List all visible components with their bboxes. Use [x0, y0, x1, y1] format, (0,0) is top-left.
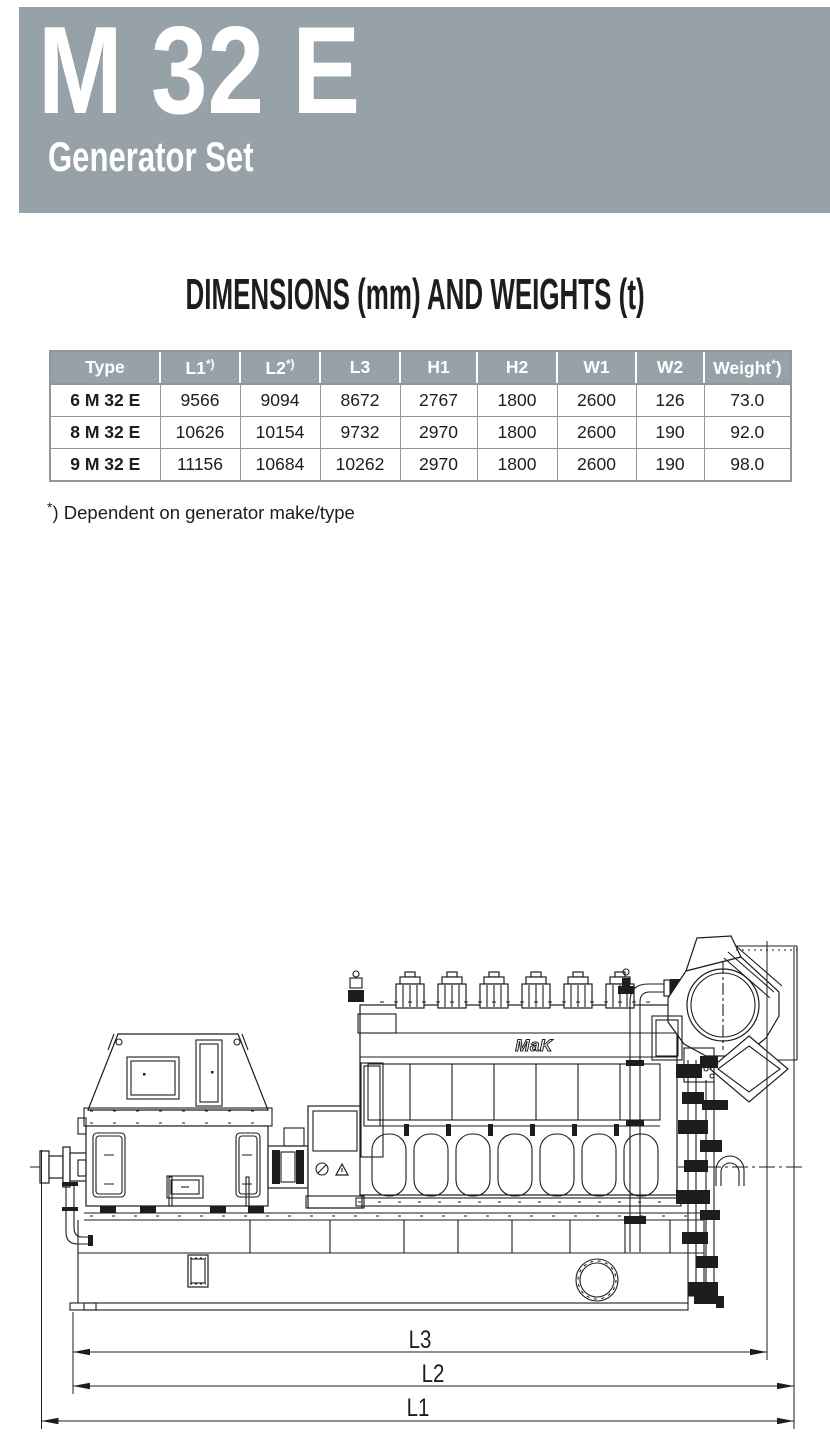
value-cell: 2600	[557, 417, 636, 449]
coupling-group	[268, 1106, 364, 1208]
column-header: L3	[320, 351, 400, 384]
dim-label-l1: L1	[406, 1393, 430, 1422]
header-banner	[19, 2, 830, 213]
value-cell: 9566	[160, 384, 240, 417]
value-cell: 2970	[400, 417, 477, 449]
column-header: H1	[400, 351, 477, 384]
value-cell: 190	[636, 449, 704, 482]
column-header: Type	[50, 351, 160, 384]
value-cell: 10154	[240, 417, 320, 449]
value-cell: 2767	[400, 384, 477, 417]
column-header: L1*)	[160, 351, 240, 384]
value-cell: 1800	[477, 417, 557, 449]
manhole-flange	[576, 1259, 618, 1301]
value-cell: 2600	[557, 449, 636, 482]
base-frame-group	[70, 1213, 704, 1310]
value-cell: 2970	[400, 449, 477, 482]
value-cell: 98.0	[704, 449, 791, 482]
dimensions-table	[49, 350, 792, 482]
section-title	[0, 271, 830, 319]
value-cell: 1800	[477, 449, 557, 482]
type-cell: 8 M 32 E	[50, 417, 160, 449]
type-cell: 9 M 32 E	[50, 449, 160, 482]
type-cell: 6 M 32 E	[50, 384, 160, 417]
header-row	[50, 351, 791, 384]
footnote	[47, 499, 355, 524]
column-header: Weight*)	[704, 351, 791, 384]
value-cell: 10262	[320, 449, 400, 482]
page-title: M 32 E	[38, 2, 361, 140]
value-cell: 126	[636, 384, 704, 417]
section-title-text: DIMENSIONS (mm) AND WEIGHTS (t)	[185, 270, 645, 319]
engine-group	[348, 969, 684, 1252]
piping-group	[676, 1056, 744, 1308]
column-header: W1	[557, 351, 636, 384]
dim-label-l2: L2	[421, 1359, 445, 1388]
generator-group	[40, 1034, 272, 1246]
table-row	[50, 384, 791, 417]
value-cell: 190	[636, 417, 704, 449]
column-header: H2	[477, 351, 557, 384]
generator-set-drawing	[0, 920, 830, 1441]
value-cell: 8672	[320, 384, 400, 417]
footnote-text: ) Dependent on generator make/type	[52, 502, 355, 523]
footnote-asterisk: *	[47, 499, 53, 515]
dimensions-table-wrap	[49, 350, 790, 482]
value-cell: 11156	[160, 449, 240, 482]
value-cell: 9094	[240, 384, 320, 417]
value-cell: 9732	[320, 417, 400, 449]
value-cell: 73.0	[704, 384, 791, 417]
value-cell: 1800	[477, 384, 557, 417]
value-cell: 2600	[557, 384, 636, 417]
page-subtitle: Generator Set	[48, 133, 254, 180]
table-row	[50, 417, 791, 449]
dim-label-l3: L3	[408, 1325, 432, 1354]
value-cell: 92.0	[704, 417, 791, 449]
column-header: L2*)	[240, 351, 320, 384]
value-cell: 10626	[160, 417, 240, 449]
table-row	[50, 449, 791, 482]
column-header: W2	[636, 351, 704, 384]
value-cell: 10684	[240, 449, 320, 482]
mak-logo: MaK	[515, 1036, 553, 1055]
